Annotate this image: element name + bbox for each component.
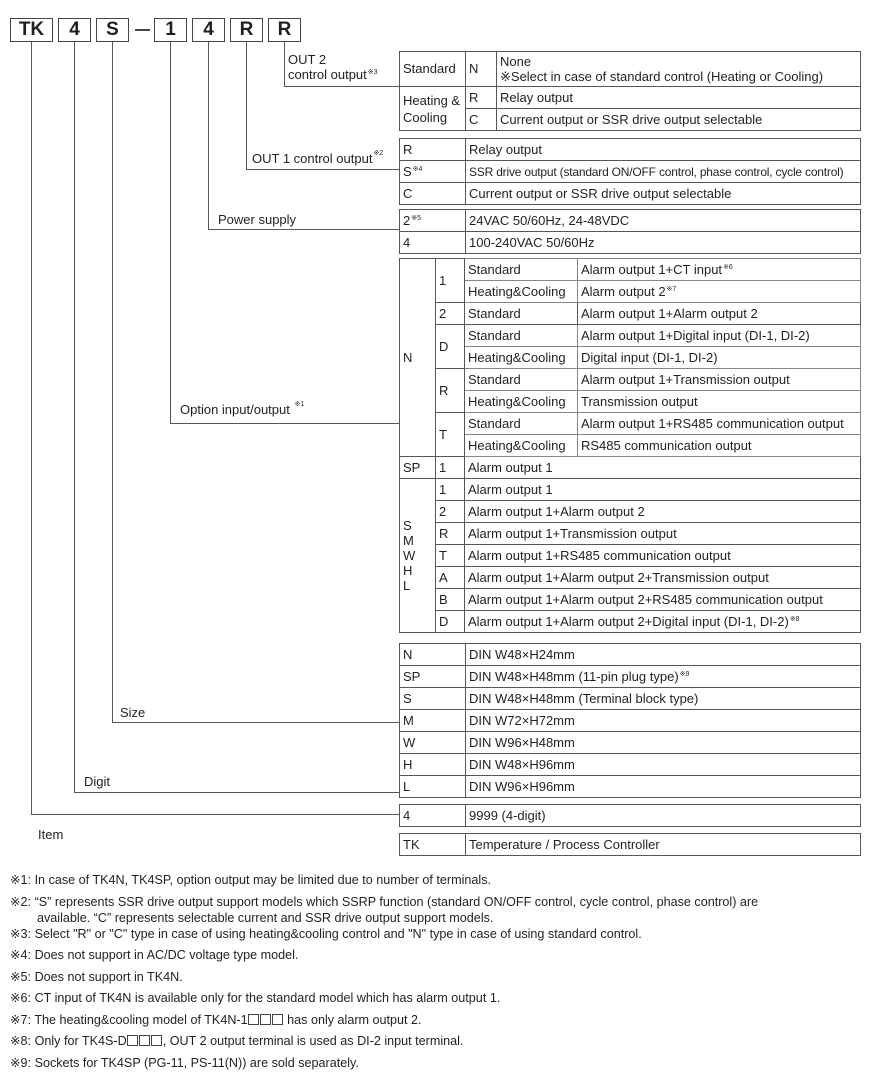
option-sub: D [436, 325, 465, 369]
table-row [400, 232, 861, 254]
out2-hc-label-line2: Cooling [403, 109, 448, 125]
option-type: Heating&Cooling [465, 281, 578, 303]
size-code: S [400, 688, 466, 710]
table-row [400, 325, 861, 347]
label-out2-line2: control output [288, 67, 367, 82]
table-row [400, 139, 861, 161]
label-out2 [288, 52, 378, 82]
option-sub: 1 [436, 457, 465, 479]
code-item: TK [10, 18, 53, 42]
footnote-text: Select "R" or "C" type in case of using heating&cooling control and "N" type in case of using standard control. [34, 926, 642, 941]
size-desc: DIN W96×H96mm [466, 776, 861, 798]
item-table [399, 833, 861, 856]
table-row [400, 281, 861, 303]
placeholder-box-icon [260, 1014, 271, 1025]
connector-power-v [208, 42, 209, 230]
table-row [400, 457, 861, 479]
option-group-code: S [403, 518, 412, 533]
table-row [400, 87, 861, 109]
footnote-5 [10, 969, 860, 985]
footnote-ref: ※3 [367, 69, 378, 76]
size-code: SP [400, 666, 466, 688]
footnote-ref: ※8 [789, 615, 800, 623]
footnote-ref: ※7 [666, 285, 677, 293]
out2-standard-label: Standard [400, 52, 466, 87]
option-desc [578, 259, 861, 281]
option-type: Standard [465, 303, 578, 325]
out2-standard-desc-line2: ※Select in case of standard control (Heating or Cooling) [500, 69, 824, 84]
option-desc: Alarm output 1+RS485 communication output [465, 545, 861, 567]
placeholder-box-icon [248, 1014, 259, 1025]
out1-desc: Current output or SSR drive output selectable [466, 183, 861, 205]
option-desc: Alarm output 1+RS485 communication output [578, 413, 861, 435]
size-desc: DIN W72×H72mm [466, 710, 861, 732]
connector-out2-h [284, 86, 399, 87]
footnote-mark: ※7: [10, 1012, 32, 1027]
option-desc: Alarm output 1+Digital input (DI-1, DI-2) [578, 325, 861, 347]
footnote-mark: ※2: [10, 894, 32, 909]
connector-option-v [170, 42, 171, 424]
connector-option-h [170, 423, 399, 424]
code-option: 1 [154, 18, 187, 42]
option-type: Heating&Cooling [465, 391, 578, 413]
footnotes [10, 872, 860, 1076]
option-sub: 2 [436, 501, 465, 523]
option-desc: Alarm output 1 [465, 457, 861, 479]
footnote-ref: ※4 [412, 165, 423, 173]
out1-table [399, 138, 861, 205]
placeholder-box-icon [151, 1035, 162, 1046]
footnote-ref: ※6 [723, 263, 733, 271]
option-sub: D [436, 611, 465, 633]
table-row [400, 183, 861, 205]
connector-digit-h [74, 792, 399, 793]
footnote-1 [10, 872, 860, 888]
out1-desc: SSR drive output (standard ON/OFF control, phase control, cycle control) [466, 161, 861, 183]
table-row [400, 805, 861, 827]
option-sub: T [436, 545, 465, 567]
table-row [400, 776, 861, 798]
out1-code: R [400, 139, 466, 161]
out1-code [400, 161, 466, 183]
table-row [400, 435, 861, 457]
option-desc: Alarm output 1+Alarm output 2+RS485 communication output [465, 589, 861, 611]
footnote-mark: ※9: [10, 1055, 32, 1070]
connector-out2-v [284, 42, 285, 87]
table-row [400, 109, 861, 131]
footnote-mark: ※1: [10, 873, 32, 887]
digit-table [399, 804, 861, 827]
footnote-3 [10, 926, 860, 942]
option-sub: A [436, 567, 465, 589]
option-desc-text: Alarm output 1+Alarm output 2+Digital input (DI-1, DI-2) [468, 613, 789, 629]
out2-hc-label-line1: Heating & [403, 92, 461, 108]
table-row [400, 391, 861, 413]
footnote-text: In case of TK4N, TK4SP, option output may be limited due to number of terminals. [34, 873, 491, 887]
code-separator [135, 29, 150, 31]
footnote-mark: ※8: [10, 1034, 32, 1048]
table-row [400, 347, 861, 369]
size-desc: DIN W48×H48mm (Terminal block type) [466, 688, 861, 710]
table-row [400, 413, 861, 435]
table-row [400, 161, 861, 183]
code-digit: 4 [58, 18, 91, 42]
table-row [400, 567, 861, 589]
footnote-7 [10, 1012, 860, 1028]
option-sub: 2 [436, 303, 465, 325]
out2-code: C [466, 109, 497, 131]
footnote-text: Only for TK4S-D [34, 1034, 127, 1048]
footnote-text-continued: available. “C” represents selectable current and SSR drive output support models. [37, 910, 494, 925]
footnote-ref: ※9 [679, 670, 690, 678]
option-desc-text: Alarm output 2 [581, 283, 666, 299]
item-code: TK [400, 834, 466, 856]
placeholder-box-icon [272, 1014, 283, 1025]
placeholder-box-icon [139, 1035, 150, 1046]
digit-code: 4 [400, 805, 466, 827]
table-row [400, 644, 861, 666]
footnote-text: Does not support in TK4N. [34, 969, 183, 984]
placeholder-box-icon [127, 1035, 138, 1046]
option-group-smwhl [400, 479, 436, 633]
footnote-text: The heating&cooling model of TK4N-1 [34, 1012, 248, 1027]
option-sub: R [436, 523, 465, 545]
size-code: L [400, 776, 466, 798]
label-digit: Digit [84, 774, 111, 789]
footnote-text: Does not support in AC/DC voltage type model. [34, 948, 299, 962]
table-row [400, 754, 861, 776]
table-row [400, 732, 861, 754]
label-out1 [252, 151, 383, 166]
footnote-ref: ※5 [411, 214, 421, 222]
size-desc: DIN W96×H48mm [466, 732, 861, 754]
option-desc: Alarm output 1 [465, 479, 861, 501]
option-type: Standard [465, 259, 578, 281]
item-desc: Temperature / Process Controller [466, 834, 861, 856]
out2-desc: Relay output [497, 87, 861, 109]
option-group-code: H [403, 563, 413, 578]
size-desc: DIN W48×H96mm [466, 754, 861, 776]
code-power: 4 [192, 18, 225, 42]
footnote-2 [10, 894, 860, 926]
footnote-mark: ※4: [10, 948, 32, 962]
connector-out1-v [246, 42, 247, 170]
option-type: Standard [465, 369, 578, 391]
size-desc-text: DIN W48×H48mm (11-pin plug type) [469, 668, 679, 684]
option-desc: RS485 communication output [578, 435, 861, 457]
footnote-ref: ※2 [373, 150, 384, 157]
option-group-code: M [403, 533, 414, 548]
label-size: Size [120, 705, 146, 720]
code-out1: R [230, 18, 263, 42]
out1-desc: Relay output [466, 139, 861, 161]
option-type: Standard [465, 413, 578, 435]
connector-item-v [31, 42, 32, 815]
out2-table [399, 51, 861, 131]
power-code: 4 [400, 232, 466, 254]
table-row [400, 611, 861, 633]
out2-standard-desc [497, 52, 861, 87]
connector-digit-v [74, 42, 75, 793]
out2-standard-desc-line1: None [500, 54, 532, 69]
connector-power-h [208, 229, 399, 230]
code-size: S [96, 18, 129, 42]
power-desc: 24VAC 50/60Hz, 24-48VDC [466, 210, 861, 232]
table-row [400, 523, 861, 545]
table-row [400, 303, 861, 325]
label-out2-line1: OUT 2 [288, 52, 327, 67]
footnote-9 [10, 1055, 860, 1071]
option-group-n: N [400, 259, 436, 457]
footnote-text: CT input of TK4N is available only for the standard model which has alarm output 1. [34, 991, 501, 1005]
table-row [400, 710, 861, 732]
option-sub: B [436, 589, 465, 611]
table-row [400, 210, 861, 232]
power-code-text: 2 [403, 212, 411, 228]
label-power: Power supply [218, 212, 297, 227]
out2-desc: Current output or SSR drive output selectable [497, 109, 861, 131]
footnote-text: “S” represents SSR drive output support models which SSRP function (standard ON/OFF control, cycle control, phase control) are [34, 894, 759, 909]
option-desc: Digital input (DI-1, DI-2) [578, 347, 861, 369]
option-sub: R [436, 369, 465, 413]
size-code: M [400, 710, 466, 732]
footnote-8 [10, 1033, 860, 1049]
option-type: Heating&Cooling [465, 435, 578, 457]
connector-size-v [112, 42, 113, 723]
size-code: W [400, 732, 466, 754]
option-desc: Alarm output 1+Transmission output [578, 369, 861, 391]
power-desc: 100-240VAC 50/60Hz [466, 232, 861, 254]
label-out1-text: OUT 1 control output [252, 151, 373, 166]
power-table [399, 209, 861, 254]
connector-item-h [31, 814, 399, 815]
option-group-sp: SP [400, 457, 436, 479]
footnote-4 [10, 947, 860, 963]
footnote-ref: ※1 [294, 401, 305, 408]
table-row [400, 259, 861, 281]
option-desc [465, 611, 861, 633]
label-item: Item [38, 827, 64, 842]
table-row [400, 479, 861, 501]
out2-code: R [466, 87, 497, 109]
table-row [400, 501, 861, 523]
footnote-mark: ※5: [10, 969, 32, 984]
code-out2: R [268, 18, 301, 42]
size-desc [466, 666, 861, 688]
option-desc: Alarm output 1+Alarm output 2 [465, 501, 861, 523]
out1-code-text: S [403, 163, 412, 179]
footnote-text: has only alarm output 2. [283, 1012, 422, 1027]
footnote-mark: ※3: [10, 926, 32, 941]
out1-code: C [400, 183, 466, 205]
table-row [400, 589, 861, 611]
power-code [400, 210, 466, 232]
label-option [180, 402, 304, 417]
footnote-mark: ※6: [10, 991, 32, 1005]
option-type: Standard [465, 325, 578, 347]
table-row [400, 834, 861, 856]
option-sub: 1 [436, 479, 465, 501]
footnote-text: Sockets for TK4SP (PG-11, PS-11(N)) are sold separately. [34, 1055, 359, 1070]
label-option-text: Option input/output [180, 402, 290, 417]
size-desc: DIN W48×H24mm [466, 644, 861, 666]
footnote-6 [10, 990, 860, 1006]
option-sub: T [436, 413, 465, 457]
table-row [400, 688, 861, 710]
option-desc: Alarm output 1+Alarm output 2+Transmission output [465, 567, 861, 589]
digit-desc: 9999 (4-digit) [466, 805, 861, 827]
table-row [400, 52, 861, 87]
option-type: Heating&Cooling [465, 347, 578, 369]
table-row [400, 545, 861, 567]
option-table [399, 258, 861, 633]
table-row [400, 666, 861, 688]
out2-hc-label [400, 87, 466, 131]
size-code: N [400, 644, 466, 666]
connector-out1-h [246, 169, 399, 170]
size-code: H [400, 754, 466, 776]
option-group-code: W [403, 548, 416, 563]
option-desc: Transmission output [578, 391, 861, 413]
out2-standard-code: N [466, 52, 497, 87]
size-table [399, 643, 861, 798]
option-desc [578, 281, 861, 303]
connector-size-h [112, 722, 399, 723]
footnote-text: , OUT 2 output terminal is used as DI-2 input terminal. [162, 1034, 464, 1048]
table-row [400, 369, 861, 391]
option-desc-text: Alarm output 1+CT input [581, 261, 723, 277]
option-sub: 1 [436, 259, 465, 303]
option-desc: Alarm output 1+Transmission output [465, 523, 861, 545]
option-desc: Alarm output 1+Alarm output 2 [578, 303, 861, 325]
option-group-code: L [403, 578, 411, 593]
